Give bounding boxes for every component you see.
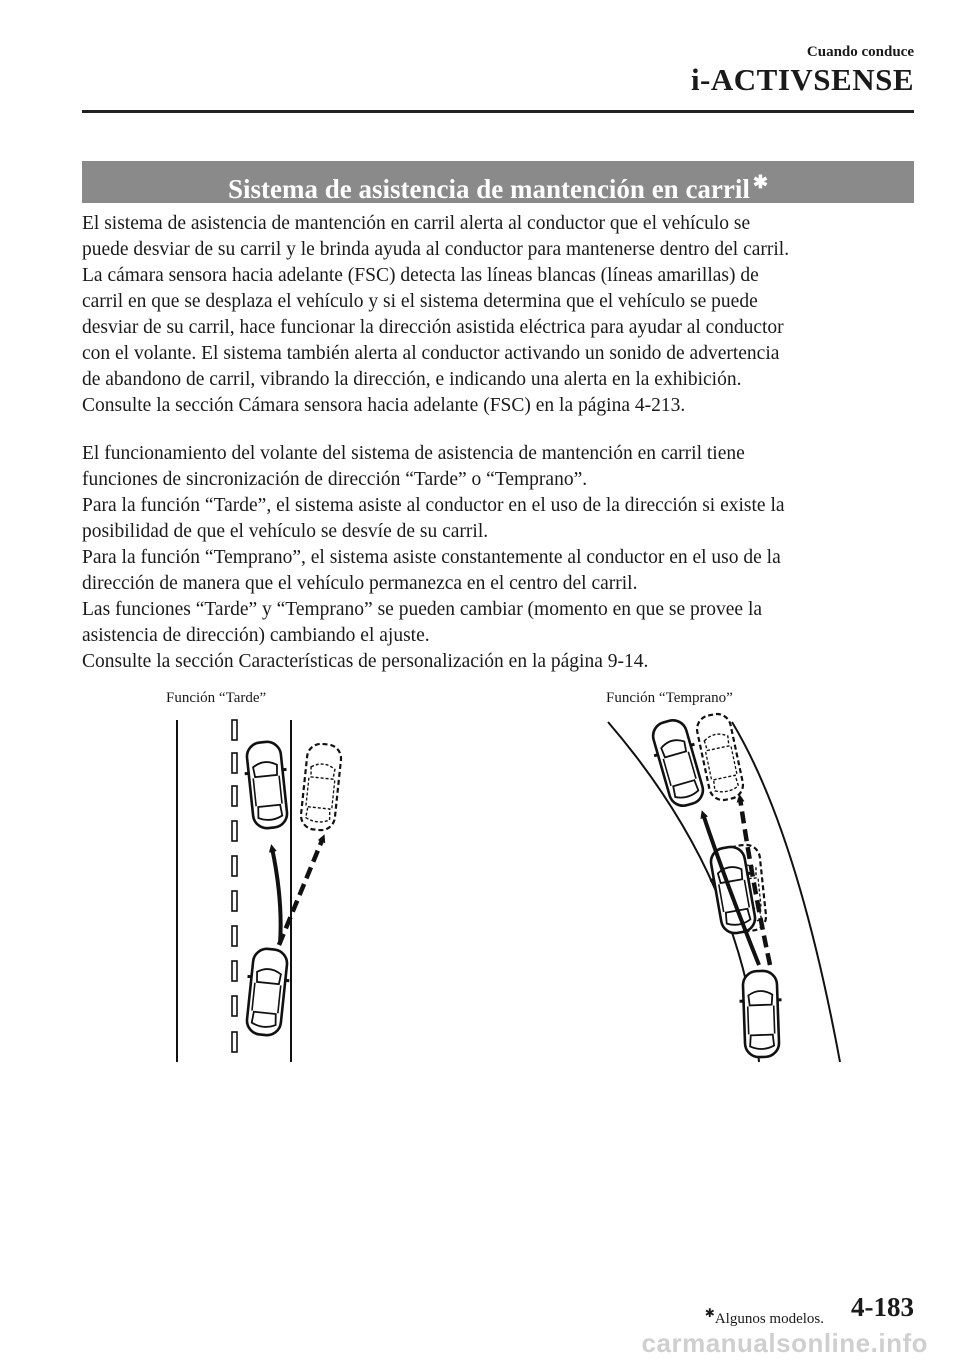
footer-note-text: Algunos modelos.	[714, 1311, 824, 1327]
watermark: carmanualsonline.info	[641, 1328, 928, 1358]
footer-note	[705, 1306, 824, 1328]
header-subtitle: Cuando conduce	[806, 44, 914, 60]
figure-label-late: Función “Tarde”	[166, 690, 267, 706]
text-line: carril en que se desplaza el vehículo y si el sistema determina que el vehículo se puede	[82, 291, 758, 312]
text-line: El funcionamiento del volante del sistema de asistencia de mantención en carril tiene	[82, 443, 745, 464]
steer-assist-arrow	[272, 848, 281, 944]
text-line: Las funciones “Tarde” y “Temprano” se pueden cambiar (momento en que se provee la	[82, 599, 763, 620]
section-title: Sistema de asistencia de mantención en carril	[227, 174, 750, 204]
lane-center-dashes	[232, 720, 237, 1052]
car-ghost-drifting	[300, 742, 343, 831]
text-line: El sistema de asistencia de mantención en carril alerta al conductor que el vehículo se	[82, 213, 751, 234]
text-line: Para la función “Tarde”, el sistema asiste al conductor en el uso de la dirección si existe la	[82, 495, 785, 516]
page-number: 4-183	[851, 1292, 914, 1322]
text-line: asistencia de dirección) cambiando el ajuste.	[82, 625, 430, 646]
text-line: Consulte la sección Características de personalización en la página 9-14.	[82, 651, 649, 672]
text-line: La cámara sensora hacia adelante (FSC) detecta las líneas blancas (líneas amarillas) de	[82, 265, 759, 286]
drift-path-arrow	[279, 838, 323, 945]
car-start	[242, 947, 293, 1037]
text-line: con el volante. El sistema también alerta al conductor activando un sonido de advertencia	[82, 343, 780, 364]
text-line: Consulte la sección Cámara sensora hacia adelante (FSC) en la página 4-213.	[82, 395, 686, 416]
text-line: funciones de sincronización de dirección “Tarde” o “Temprano”.	[82, 469, 588, 490]
text-line: desviar de su carril, hace funcionar la dirección asistida eléctrica para ayudar al conductor	[82, 317, 784, 338]
some-models-star-icon: ✱	[752, 172, 769, 192]
text-line: puede desviar de su carril y le brinda ayuda al conductor para mantenerse dentro del carril.	[82, 239, 790, 260]
text-line: de abandono de carril, vibrando la dirección, e indicando una alerta en la exhibición.	[82, 369, 742, 390]
text-line: Para la función “Temprano”, el sistema asiste constantemente al conductor en el uso de la	[82, 547, 781, 568]
figure-label-early: Función “Temprano”	[606, 690, 733, 706]
car-corrected	[242, 740, 293, 830]
text-line: dirección de manera que el vehículo permanezca en el centro del carril.	[82, 573, 638, 594]
header-title: i-ACTIVSENSE	[690, 62, 914, 97]
text-line: posibilidad de que el vehículo se desvíe de su carril.	[82, 521, 489, 542]
some-models-star-icon: ✱	[704, 1306, 715, 1320]
car-bottom	[739, 970, 784, 1057]
